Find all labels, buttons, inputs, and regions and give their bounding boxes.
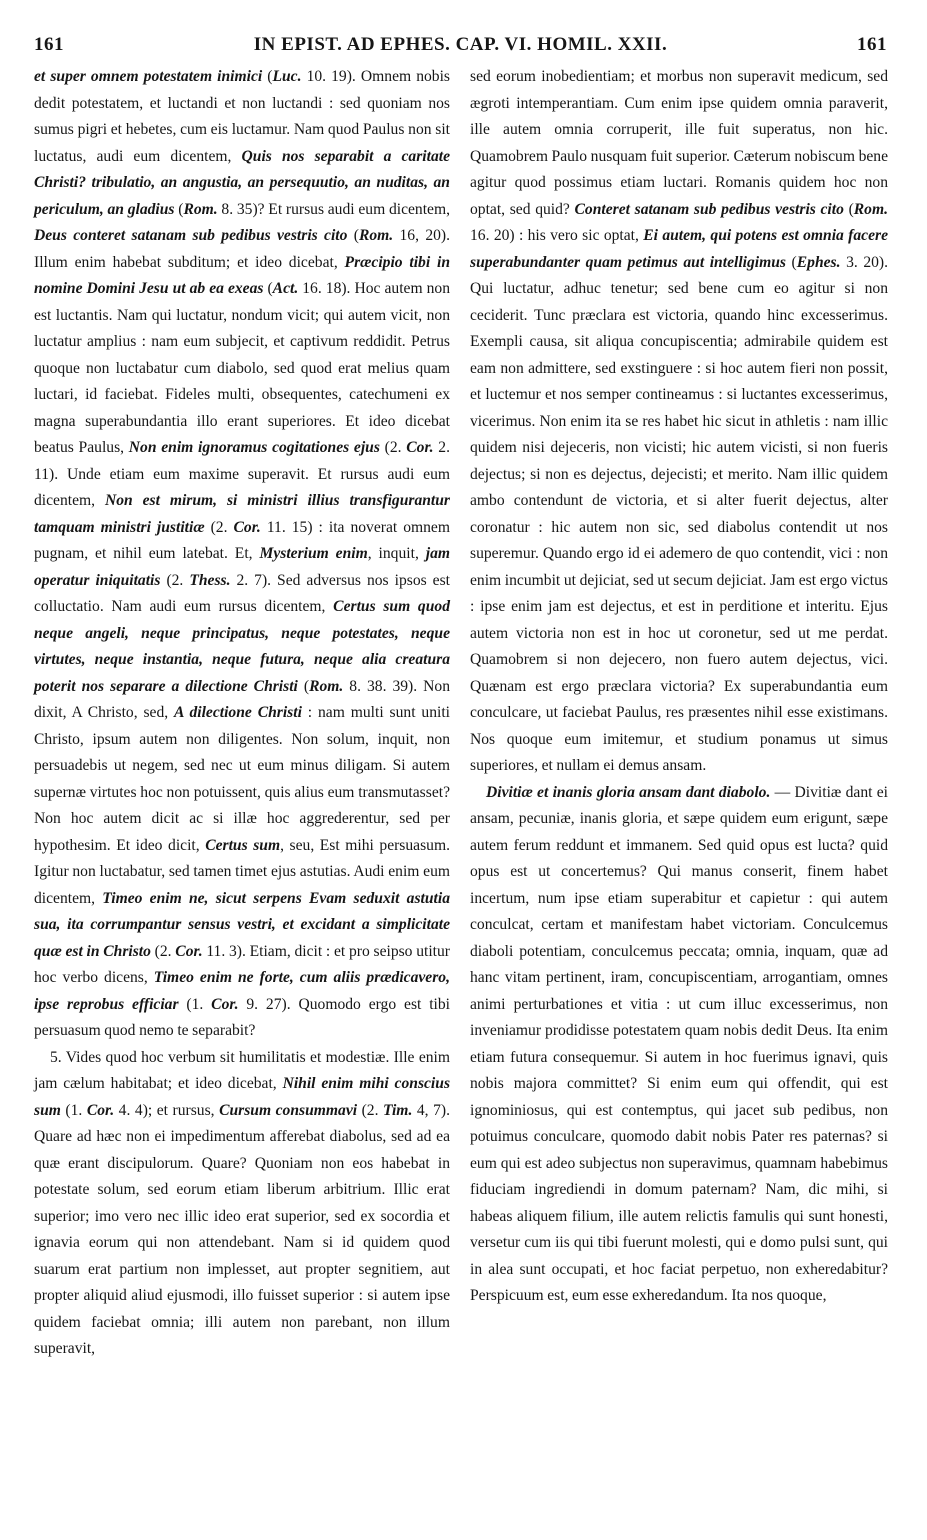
italic-quotation: A dilectione Christi bbox=[174, 704, 302, 721]
body-text: ( bbox=[297, 677, 310, 695]
body-text: 11. 3). Etiam, dicit : et pro seipso utitur hoc verbo dicens, bbox=[34, 942, 450, 986]
italic-quotation: Deus conteret satanam sub pedibus vestris cito bbox=[34, 227, 348, 244]
italic-quotation: Tim. bbox=[383, 1101, 413, 1119]
italic-quotation: Rom. bbox=[853, 200, 888, 218]
body-text: ( bbox=[174, 200, 184, 218]
body-text: : nam multi sunt uniti Christo, ipsum autem non diligentes. Non solum, inquit, non persuadebis ut negem, sed nec ut eum minus diligam. Si autem supernæ virtutes hoc non potuissent, quis alius eum transmutasset? Non hoc autem dicit ac si illæ hoc aggrederentur, sed per hypothesim. Et ideo dicit, bbox=[34, 704, 450, 854]
italic-quotation: Timeo enim ne, sicut serpens Evam seduxit astutia sua, ita corrumpantur sensus vestri, et excidant a simplicitate quæ est in Christo bbox=[34, 889, 450, 960]
page-number-left: 161 bbox=[34, 34, 64, 55]
page-number-right: 161 bbox=[857, 34, 887, 55]
italic-quotation: Cor. bbox=[233, 518, 261, 536]
italic-quotation: Ephes. bbox=[796, 253, 841, 271]
italic-quotation: Thess. bbox=[189, 571, 231, 589]
body-text: 16. 20) : his vero sic optat, bbox=[470, 227, 644, 244]
body-text: 2. 11). Unde etiam eum maxime superavit. Et rursus audi eum dicentem, bbox=[34, 439, 450, 509]
body-text: 16. 18). Hoc autem non est luctantis. Nam qui luctatur, nondum vicit; qui autem vicit, non luctatur amplius : nam eum subjecit, et captivum reddidit. Petrus quoque non luctabatur cum diabolo, sed quod erat melius quam luctari, id faciebat. Fideles multi, obsequentes, catechumeni ex magna superabundantia illo erant superiores. Et ideo dicebat beatus Paulus, bbox=[34, 280, 450, 456]
body-text: 9. 27). Quomodo ergo est tibi persuasum quod nemo te separabit? bbox=[34, 995, 451, 1039]
running-title: IN EPIST. AD EPHES. CAP. VI. HOMIL. XXII. bbox=[253, 34, 668, 55]
left-paragraph bbox=[34, 64, 450, 1045]
body-text: , seu, Est mihi persuasum. Igitur non luctabatur, sed tamen timet ejus astutias. Audi enim eum dicentem, bbox=[34, 836, 450, 907]
italic-quotation: Act. bbox=[272, 280, 299, 297]
right-paragraph bbox=[470, 780, 888, 1310]
italic-quotation: Timeo enim ne forte, cum aliis prædicavero, ipse reprobus efficiar bbox=[34, 969, 450, 1013]
body-text: , inquit, bbox=[367, 545, 426, 562]
body-text: 4. 4); et rursus, bbox=[114, 1101, 220, 1119]
text-column-left bbox=[34, 64, 450, 1363]
body-text: 4, 7). Quare ad hæc non ei impedimentum afferebat diabolus, sed ad ea quæ erant discipulorum. Quare? Quoniam non eos habebat in potestate solum, sed eorum etiam liberum arbitrium. Illic erat superior; imo vero nec illic ideo erat superior, sed ex socordia et ignavia eorum qui non attendebant. Nam si id quidem quod suarum erat partium non implesset, aut propter segnitiem, aut propter aliquid aliud ejusmodi, illo fuisset superior : si autem ipse quidem faciebat omnia; illi autem non parebant, non illum superavit, bbox=[34, 1101, 450, 1357]
body-text: 8. 35)? Et rursus audi eum dicentem, bbox=[217, 200, 450, 218]
italic-quotation: Præcipio tibi in nomine Domini Jesu ut ab ea exeas bbox=[34, 253, 451, 297]
body-text: (2. bbox=[204, 518, 234, 536]
italic-quotation: Conteret satanam sub pedibus vestris cito bbox=[574, 200, 844, 218]
italic-quotation: Cor. bbox=[175, 942, 203, 960]
body-text: sed eorum inobedientiam; et morbus non superavit medicum, sed ægroti intemperantiam. Cum enim ipse quidem omnia paraverit, ille autem omnia corruperit, ille fuit superatus, non hic. Quamobrem Paulo nusquam fuit superior. Cæterum nobiscum bene agitur quod possimus etiam luctari. Romanis quidem hoc non optat, sed quid? bbox=[470, 68, 889, 218]
body-text: (2. bbox=[150, 942, 176, 960]
body-text: 3. 20). Qui luctatur, adhuc tenetur; sed bene cum eo agitur si non ceciderit. Tunc præclara est victoria, quando hinc excesserimus. Exempli causa, sit aliqua concupiscentia; admirabile quidem est eam non admittere, sed exstinguere : si hoc autem fieri non possit, et luctemur et nos semper contineamus : si luctantes excesserimus, vicerimus. Non enim ita se res habet hic sicut in athletis : nam illic quidem nisi dejeceris, non vicisti; hic autem vicisti, si non fueris dejectus; si non es dejectus, dejecisti; et merito. Nam illic quidem ambo contendunt de victoria, et si alter fuerit dejectus, alter coronatur : hic autem non sic, sed diabolus contendit ut nos superemur. Quando ergo id ei ademero de quo contendit, vici : non enim incumbit ut dejiciat, sed ut secum dejiciat. Jam est ergo victus : ipse enim jam est dejectus, et est in perditione et interitu. Ejus autem victoria non est in hoc ut coronetur, sed ut me perdat. Quamobrem si non dejecero, non fuero autem dejectus, vici. Quænam est ergo præclara victoria? Ex superabundantia eum conculcare, ut faciebat Paulus, res præsentes nihil esse existimans. Nos quoque eum imitemur, et studium ponamus ut simus superiores, et nullam ei demus ansam. bbox=[470, 253, 889, 774]
italic-quotation: Mysterium enim bbox=[259, 545, 368, 562]
italic-quotation: Quis nos separabit a caritate Christi? tribulatio, an angustia, an persequutio, an nuditas, an periculum, an gladius bbox=[34, 147, 450, 218]
italic-quotation: Nihil enim mihi conscius sum bbox=[34, 1075, 451, 1119]
body-text: 5. Vides quod hoc verbum sit humilitatis et modestiæ. Ille enim jam cælum habitabat; et ideo dicebat, bbox=[34, 1048, 450, 1092]
italic-quotation: Ei autem, qui potens est omnia facere superabundanter quam petimus aut intelligimus bbox=[470, 227, 888, 271]
italic-quotation: Divitiæ et inanis gloria ansam dant diabolo. bbox=[486, 783, 771, 801]
body-text: ( bbox=[843, 200, 854, 218]
body-text: 16, 20). Illum enim habebat subditum; et ideo dicebat, bbox=[34, 227, 451, 271]
body-text: (1. bbox=[60, 1101, 87, 1119]
right-paragraph bbox=[470, 64, 888, 780]
italic-quotation: et super omnem potestatem inimici bbox=[34, 68, 263, 85]
italic-quotation: Rom. bbox=[183, 200, 218, 218]
italic-quotation: Cor. bbox=[86, 1101, 115, 1119]
body-text: ( bbox=[786, 253, 797, 271]
body-text: 11. 15) : ita noverat omnem pugnam, et nihil eum latebat. Et, bbox=[34, 518, 450, 562]
italic-quotation: Certus sum bbox=[205, 836, 281, 854]
body-text: ( bbox=[263, 280, 273, 297]
body-text: ( bbox=[262, 68, 273, 85]
body-text: (1. bbox=[178, 995, 212, 1013]
left-paragraph bbox=[34, 1045, 450, 1363]
text-column-right bbox=[470, 64, 888, 1310]
running-header bbox=[34, 34, 887, 60]
italic-quotation: Rom. bbox=[309, 677, 344, 695]
italic-quotation: Luc. bbox=[272, 68, 302, 85]
italic-quotation: Non est mirum, si ministri illius transfigurantur tamquam ministri justitiæ bbox=[34, 492, 450, 536]
italic-quotation: Cor. bbox=[211, 995, 239, 1013]
italic-quotation: Cor. bbox=[406, 439, 434, 456]
body-text: ( bbox=[347, 227, 359, 244]
italic-quotation: Certus sum quod neque angeli, neque principatus, neque potestates, neque virtutes, neque instantia, neque futura, neque alia creatura poterit nos separare a dilectione Christi bbox=[34, 598, 450, 695]
body-text: (2. bbox=[379, 439, 407, 456]
italic-quotation: Non enim ignoramus cogitationes ejus bbox=[128, 439, 380, 456]
body-text: 8. 38. 39). Non dixit, A Christo, sed, bbox=[34, 677, 450, 721]
body-text: — Divitiæ dant ei ansam, pecuniæ, inanis gloria, et sæpe quidem eum erigunt, sæpe autem ferum reddunt et immanem. Sed quid opus est lucta? quid opus est ut concertemus? Qui manus conserit, finem habet incertum, num ipse etiam superabitur et capietur : qui autem conculcat, certam et manifestam habet victoriam. Conculcemus diaboli potentiam, conculcemus peccata; omnia, inquam, quæ ad hanc vitam pertinent, iram, concupiscentiam, arrogantiam, omnes animi perturbationes et vitia : ut cum illuc excesserimus, non inveniamur prodidisse potestatem quam nobis dedit Deus. Ita enim etiam futura consequemur. Si autem in hoc fuerimus ignavi, quis nobis majora committet? Si enim eum qui offendit, qui est ignominiosus, qui est contemptus, qui jacet sub pedibus, non potuimus conculcare, quomodo dabit nobis Pater res paternas? si eum qui est adeo subjectus non superavimus, quamnam habebimus fiduciam ingrediendi in domum paternam? Nam, dic mihi, si habeas aliquem filium, ille autem relictis famulis qui sunt honesti, versetur cum iis qui tibi fuerunt molesti, qui e domo pulsi sunt, qui in alea sunt occupati, et hoc faciat perpetuo, non exheredabitur? Perspicuum est, eum esse exheredandum. Ita nos quoque, bbox=[470, 783, 888, 1304]
body-text: 2. 7). Sed adversus nos ipsos est colluctatio. Nam audi eum rursus dicentem, bbox=[34, 571, 450, 615]
italic-quotation: jam operatur iniquitatis bbox=[34, 545, 451, 589]
body-text: 10. 19). Omnem nobis dedit potestatem, et luctandi et non luctandi : sed quoniam nos sumus pigri et hebetes, cum eis luctamur. Nam quod Paulus non sit luctatus, audi eum dicentem, bbox=[34, 68, 450, 165]
body-text: (2. bbox=[357, 1101, 384, 1119]
body-text: (2. bbox=[160, 571, 190, 589]
italic-quotation: Cursum consummavi bbox=[219, 1101, 358, 1119]
italic-quotation: Rom. bbox=[358, 227, 394, 244]
